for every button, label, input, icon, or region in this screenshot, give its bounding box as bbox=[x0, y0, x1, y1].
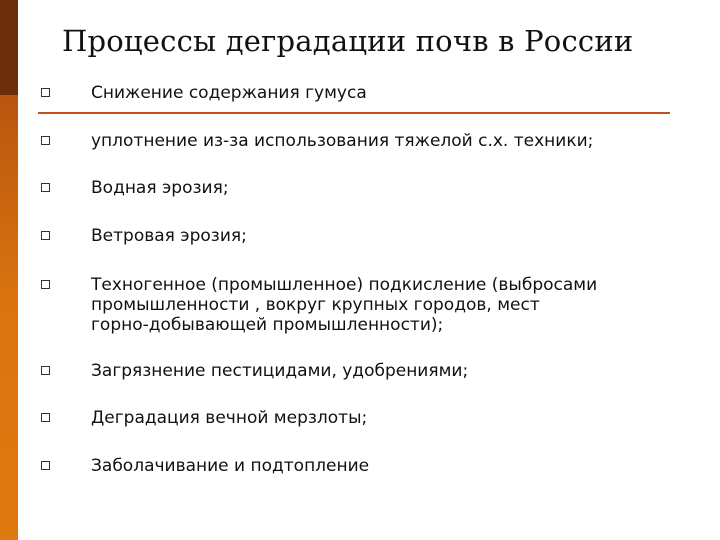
list-item-text: Водная эрозия; bbox=[91, 178, 229, 198]
sidebar-accent-orange bbox=[0, 95, 18, 540]
list-item-text: Ветровая эрозия; bbox=[91, 226, 247, 246]
square-bullet-icon bbox=[41, 366, 50, 375]
list-item-text: Техногенное (промышленное) подкисление (выбросами промышленности , вокруг крупных городов, мест горно-добывающей промышленности); bbox=[91, 275, 598, 335]
title-divider bbox=[38, 112, 670, 114]
square-bullet-icon bbox=[41, 88, 50, 97]
square-bullet-icon bbox=[41, 280, 50, 289]
square-bullet-icon bbox=[41, 461, 50, 470]
square-bullet-icon bbox=[41, 413, 50, 422]
list-item-text: Загрязнение пестицидами, удобрениями; bbox=[91, 361, 469, 381]
list-item-text: уплотнение из-за использования тяжелой с.х. техники; bbox=[91, 131, 594, 151]
square-bullet-icon bbox=[41, 136, 50, 145]
list-item-text: Снижение содержания гумуса bbox=[91, 83, 367, 103]
slide-title: Процессы деградации почв в России bbox=[62, 24, 634, 58]
square-bullet-icon bbox=[41, 231, 50, 240]
sidebar-accent-dark bbox=[0, 0, 18, 95]
list-item-text: Деградация вечной мерзлоты; bbox=[91, 408, 368, 428]
list-item-text: Заболачивание и подтопление bbox=[91, 456, 370, 476]
square-bullet-icon bbox=[41, 183, 50, 192]
